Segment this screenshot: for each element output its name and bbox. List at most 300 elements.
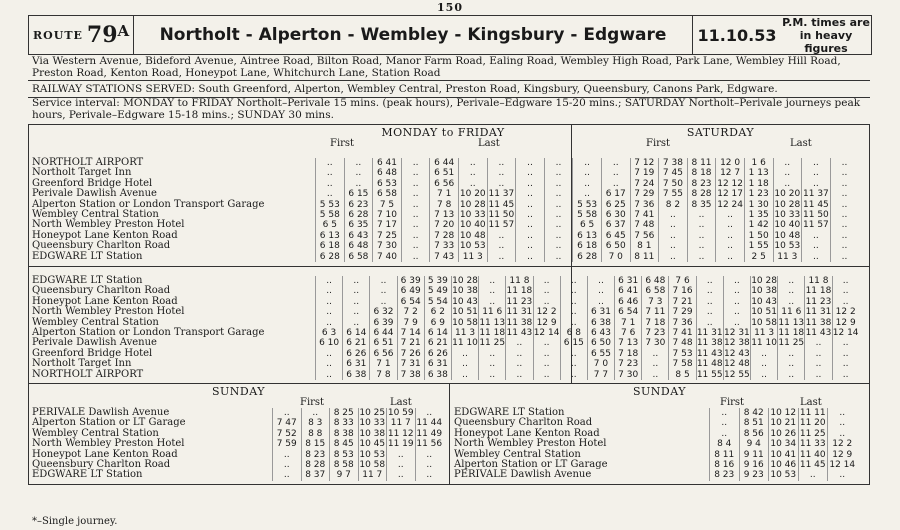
departure-time: 7 9 <box>397 318 424 328</box>
departure-time: 11 3 <box>458 252 487 262</box>
departure-time: 5 58 <box>573 210 602 220</box>
departure-time: .. <box>802 231 831 241</box>
footnote: *–Single journey. <box>32 516 118 527</box>
departure-time: 10 38 <box>452 286 478 297</box>
departure-time: .. <box>479 370 506 380</box>
departure-time: .. <box>560 349 587 359</box>
departure-time: 11 13 <box>778 317 805 328</box>
timetable-inbound <box>28 276 859 380</box>
stop-name: EDGWARE LT Station <box>454 407 565 418</box>
departure-time: .. <box>387 460 416 470</box>
departure-time: 10 58 <box>359 460 386 471</box>
departure-time: .. <box>516 158 545 168</box>
departure-time: .. <box>516 231 545 241</box>
departure-time: .. <box>544 210 573 220</box>
departure-time: .. <box>544 220 573 230</box>
stop-name: Northolt Target Inn <box>32 167 132 179</box>
departure-time: .. <box>401 158 430 168</box>
departure-time: 6 44 <box>430 158 459 168</box>
departure-time: .. <box>587 276 614 286</box>
departure-time: 11 7 <box>387 418 416 428</box>
departure-time: .. <box>773 179 802 189</box>
departure-time: .. <box>805 359 832 369</box>
departure-time: 11 56 <box>416 439 443 450</box>
departure-time: 9 7 <box>330 470 359 480</box>
departure-time: .. <box>401 179 430 189</box>
departure-time: 7 36 <box>669 318 696 328</box>
stop-name: Wembley Central Station <box>454 448 581 460</box>
departure-time: 11 25 <box>799 428 826 439</box>
departure-time: 7 23 <box>615 359 642 369</box>
departure-time: 11 25 <box>479 338 506 349</box>
departure-time: 11 37 <box>488 189 515 200</box>
departure-time: 10 28 <box>459 199 486 210</box>
departure-time: .. <box>832 359 859 369</box>
departure-time: 11 57 <box>488 220 515 231</box>
departure-time: 8 38 <box>330 429 359 439</box>
departure-time: 10 46 <box>770 460 797 471</box>
departure-time: 7 25 <box>373 231 402 241</box>
departure-time: 9 16 <box>739 460 769 470</box>
mf-last-label: Last <box>478 138 500 149</box>
departure-time: .. <box>387 470 416 480</box>
departure-time: 10 59 <box>387 408 414 418</box>
departure-time: 12 2 <box>832 307 859 317</box>
departure-time: 7 52 <box>273 429 302 439</box>
departure-time: 1 55 <box>744 241 773 251</box>
departure-time: 6 23 <box>344 200 373 210</box>
departure-time: .. <box>544 252 573 262</box>
departure-time: 6 56 <box>430 179 459 189</box>
stop-name: Perivale Dawlish Avenue <box>32 188 157 200</box>
departure-time: 10 26 <box>770 428 797 439</box>
departure-time: 1 13 <box>744 168 773 178</box>
departure-time: .. <box>830 158 858 168</box>
departure-time: 6 9 <box>424 318 451 328</box>
departure-time: 11 38 <box>506 317 533 328</box>
departure-time: .. <box>687 231 716 241</box>
departure-time: .. <box>273 460 302 470</box>
timetable-row <box>28 168 858 178</box>
stop-name: Wembley Central Station <box>32 427 159 439</box>
departure-time: 7 45 <box>659 168 688 178</box>
departure-time: 11 6 <box>479 307 506 317</box>
departure-time: 11 11 <box>799 408 826 418</box>
stop-name: Greenford Bridge Hotel <box>32 347 153 359</box>
departure-time: .. <box>778 359 805 369</box>
departure-time: 11 10 <box>452 338 478 349</box>
departure-time: 12 43 <box>724 348 750 359</box>
departure-time: 8 5 <box>669 370 696 380</box>
departure-time: 7 13 <box>430 210 459 220</box>
departure-time: 7 53 <box>669 349 696 359</box>
departure-time: 6 39 <box>397 276 424 286</box>
departure-time: 7 6 <box>669 276 696 286</box>
departure-time: .. <box>687 241 716 251</box>
departure-time: .. <box>751 349 778 359</box>
departure-time: .. <box>487 168 516 178</box>
departure-time: .. <box>716 241 745 251</box>
departure-time: 7 36 <box>630 200 659 210</box>
departure-time: 7 40 <box>373 252 402 262</box>
departure-time: .. <box>344 168 373 178</box>
sat-last-label: Last <box>790 138 812 149</box>
departure-time: 6 55 <box>587 349 614 359</box>
departure-time: 11 18 <box>479 328 506 339</box>
departure-time: 6 25 <box>601 200 630 210</box>
departure-time: 10 43 <box>452 296 478 307</box>
departure-time: 12 14 <box>829 460 856 471</box>
departure-time: .. <box>533 370 560 380</box>
departure-time: .. <box>778 349 805 359</box>
departure-time: .. <box>401 200 430 210</box>
departure-time: 7 50 <box>659 179 688 189</box>
departure-time: 7 17 <box>373 220 402 230</box>
departure-time: .. <box>659 210 688 220</box>
departure-time: .. <box>716 231 745 241</box>
departure-time: 8 23 <box>301 450 330 460</box>
departure-time: .. <box>573 158 602 168</box>
departure-time: .. <box>642 349 669 359</box>
departure-time: 8 37 <box>301 470 330 480</box>
stop-name: Alperton Station or London Transport Garage <box>32 198 265 210</box>
departure-time: 6 5 <box>573 220 602 230</box>
departure-time: 8 11 <box>710 450 740 460</box>
departure-time: .. <box>659 220 688 230</box>
departure-time: .. <box>316 318 343 328</box>
departure-time: 7 48 <box>630 220 659 230</box>
departure-time: .. <box>832 338 859 348</box>
departure-time: 6 44 <box>370 328 397 338</box>
departure-time: 12 9 <box>533 318 560 328</box>
departure-time: 6 48 <box>344 241 373 251</box>
via-text: Via Western Avenue, Bideford Avenue, Aintree Road, Bilton Road, Manor Farm Road, Ealing Road, Wembley High Road, Park Lane, Wembley Hill Road, Preston Road, Kenton Road, Honeypot Lane, Whitchurch Lane, Station Road <box>32 55 841 79</box>
departure-time: 8 2 <box>659 200 688 210</box>
departure-time: .. <box>533 297 560 307</box>
departure-time: 7 33 <box>430 241 459 251</box>
departure-time: .. <box>716 210 745 220</box>
departure-time: .. <box>710 418 740 428</box>
departure-time: 10 33 <box>459 210 486 221</box>
departure-time: .. <box>516 252 545 262</box>
departure-time: .. <box>830 200 858 210</box>
departure-time: 5 54 <box>424 297 451 307</box>
sun-right-heading: SUNDAY <box>632 385 686 398</box>
departure-time: .. <box>316 179 345 189</box>
departure-time: .. <box>273 470 302 480</box>
departure-time: .. <box>479 359 506 369</box>
departure-time: .. <box>316 286 343 296</box>
departure-time: .. <box>830 252 858 262</box>
departure-time: 11 44 <box>416 418 443 429</box>
departure-time: .. <box>802 158 831 168</box>
departure-time: 6 43 <box>587 328 614 338</box>
timetable-row <box>28 370 859 380</box>
sat-first-label: First <box>646 138 671 149</box>
departure-time: .. <box>544 189 573 199</box>
departure-time: .. <box>344 179 373 189</box>
stop-name: NORTHOLT AIRPORT <box>32 368 144 380</box>
departure-time: .. <box>533 286 560 296</box>
departure-time: .. <box>533 359 560 369</box>
departure-time: 7 12 <box>630 158 659 168</box>
route-header <box>28 15 872 55</box>
departure-time: .. <box>401 231 430 241</box>
departure-time: .. <box>415 450 443 460</box>
departure-time: 11 55 <box>696 369 723 380</box>
departure-time: 7 29 <box>630 189 659 199</box>
departure-time: 7 41 <box>630 210 659 220</box>
departure-time: 11 18 <box>506 286 533 297</box>
departure-time: 6 38 <box>343 370 370 380</box>
departure-time: 1 42 <box>744 220 773 230</box>
departure-time: 1 6 <box>744 158 773 168</box>
timetable-row <box>28 338 859 348</box>
departure-time: 7 20 <box>430 220 459 230</box>
departure-time: .. <box>458 179 487 189</box>
departure-time: 6 21 <box>424 338 451 348</box>
departure-time: .. <box>830 231 858 241</box>
departure-time: .. <box>370 276 397 286</box>
departure-time: 10 33 <box>774 210 801 221</box>
departure-time: 8 1 <box>630 241 659 251</box>
departure-time: .. <box>301 408 330 418</box>
departure-time: 6 58 <box>344 252 373 262</box>
departure-time: 10 12 <box>770 408 797 418</box>
departure-time: 6 13 <box>316 231 345 241</box>
stop-name: North Wembley Preston Hotel <box>32 219 185 231</box>
departure-time: .. <box>343 297 370 307</box>
departure-time: 10 38 <box>359 428 386 439</box>
departure-time: 6 48 <box>373 168 402 178</box>
departure-time: 7 1 <box>370 359 397 369</box>
departure-time: 11 19 <box>387 439 414 450</box>
departure-time: .. <box>830 210 858 220</box>
departure-time: 6 28 <box>316 252 345 262</box>
departure-time: .. <box>506 349 533 359</box>
departure-time: .. <box>601 179 630 189</box>
departure-time: 7 55 <box>659 189 688 199</box>
departure-time: 6 8 <box>560 328 587 338</box>
departure-time: .. <box>516 210 545 220</box>
departure-time: .. <box>573 168 602 178</box>
departure-time: 7 18 <box>642 318 669 328</box>
timetable-row <box>28 359 859 369</box>
stop-name: North Wembley Preston Hotel <box>454 438 607 450</box>
departure-time: 11 18 <box>805 286 832 297</box>
departure-time: 1 23 <box>744 189 773 199</box>
departure-time: 12 9 <box>828 450 857 460</box>
departure-time: 6 46 <box>615 297 642 307</box>
departure-time: 7 1 <box>615 318 642 328</box>
sun-left-first-label: First <box>300 397 325 408</box>
departure-time: 7 8 <box>370 370 397 380</box>
departure-time: .. <box>273 450 302 460</box>
timetable-row <box>28 349 859 359</box>
sun-right-first-label: First <box>720 397 745 408</box>
departure-time: 6 35 <box>344 220 373 230</box>
departure-time: .. <box>370 286 397 296</box>
sun-left-heading: SUNDAY <box>211 385 265 398</box>
departure-time: 11 38 <box>805 317 832 328</box>
departure-time: 7 28 <box>430 231 459 241</box>
departure-time: .. <box>533 349 560 359</box>
departure-time: 11 31 <box>506 307 533 318</box>
departure-time: 6 31 <box>424 359 451 369</box>
timetable-row <box>28 158 858 168</box>
mf-heading: MONDAY to FRIDAY <box>381 126 505 139</box>
departure-time: .. <box>316 349 343 359</box>
departure-time: 5 53 <box>316 200 345 210</box>
departure-time: 8 23 <box>710 470 740 480</box>
departure-time: 7 38 <box>397 370 424 380</box>
departure-time: .. <box>601 158 630 168</box>
departure-time: 6 51 <box>430 168 459 178</box>
departure-time: .. <box>487 241 516 251</box>
departure-time: 11 3 <box>751 328 778 338</box>
departure-time: 7 43 <box>430 252 459 262</box>
stop-name: Honeypot Lane Kenton Road <box>32 295 178 307</box>
departure-time: 8 53 <box>330 450 359 460</box>
departure-time: 10 34 <box>770 439 797 450</box>
departure-time: 7 23 <box>642 328 669 338</box>
departure-time: 6 54 <box>615 307 642 317</box>
departure-time: .. <box>798 470 828 480</box>
stop-name: Alperton Station or London Transport Garage <box>32 327 265 339</box>
departure-time: 10 20 <box>459 189 486 200</box>
departure-time: 12 7 <box>716 168 745 178</box>
departure-time: .. <box>415 408 443 418</box>
departure-time: 7 19 <box>630 168 659 178</box>
departure-time: 6 10 <box>316 338 343 348</box>
departure-time: 10 53 <box>459 241 486 252</box>
route-title: Northolt - Alperton - Wembley - Kingsbury - Edgware <box>134 16 693 54</box>
departure-time: 7 38 <box>659 158 688 168</box>
stop-name: Queensbury Charlton Road <box>32 285 171 297</box>
departure-time: 7 59 <box>273 439 302 449</box>
departure-time: .. <box>544 168 573 178</box>
departure-time: .. <box>802 241 831 251</box>
stop-name: Northolt Target Inn <box>32 358 132 370</box>
departure-time: .. <box>516 241 545 251</box>
departure-time: 7 3 <box>642 297 669 307</box>
divider <box>869 124 870 484</box>
departure-time: .. <box>273 408 302 418</box>
departure-time: 12 24 <box>717 199 743 210</box>
departure-time: 10 40 <box>774 220 801 231</box>
departure-time: .. <box>832 297 859 307</box>
departure-time: 6 41 <box>615 286 642 296</box>
departure-time: .. <box>401 241 430 251</box>
stop-name: Queensbury Charlton Road <box>32 459 171 471</box>
departure-time: 6 15 <box>560 338 587 348</box>
departure-time: 12 38 <box>724 338 750 349</box>
departure-time: .. <box>832 276 859 286</box>
departure-time: .. <box>343 318 370 328</box>
departure-time: 6 21 <box>343 338 370 348</box>
departure-time: 11 43 <box>696 348 723 359</box>
departure-time: 6 2 <box>424 307 451 317</box>
departure-time: 8 33 <box>330 418 359 428</box>
departure-time: .. <box>830 189 858 199</box>
departure-time: .. <box>544 158 573 168</box>
departure-time: .. <box>716 220 745 230</box>
departure-time: .. <box>659 252 688 262</box>
departure-time: 5 39 <box>424 276 451 286</box>
departure-time: 6 32 <box>370 307 397 317</box>
departure-time: 7 8 <box>430 200 459 210</box>
departure-time: .. <box>573 179 602 189</box>
departure-time: .. <box>828 470 857 480</box>
departure-time: .. <box>642 370 669 380</box>
departure-time: .. <box>560 297 587 307</box>
departure-time: 1 35 <box>744 210 773 220</box>
departure-time: 11 3 <box>773 252 802 262</box>
departure-time: 6 48 <box>642 276 669 286</box>
departure-time: 5 49 <box>424 286 451 296</box>
departure-time: .. <box>687 210 716 220</box>
departure-time: 12 9 <box>832 318 859 328</box>
departure-time: 8 51 <box>739 418 769 428</box>
departure-time: 8 35 <box>687 200 716 210</box>
departure-time: 7 1 <box>430 189 459 199</box>
departure-time: 9 23 <box>739 470 769 480</box>
departure-time: 7 18 <box>615 349 642 359</box>
departure-time: 11 25 <box>778 338 805 349</box>
departure-time: 10 28 <box>774 199 801 210</box>
departure-time: .. <box>659 241 688 251</box>
departure-time: 12 31 <box>724 328 750 339</box>
departure-time: 8 28 <box>301 460 330 470</box>
departure-time: 12 12 <box>717 178 743 189</box>
departure-time: .. <box>544 200 573 210</box>
departure-time: 2 5 <box>744 252 773 262</box>
route-word: ROUTE <box>33 28 83 42</box>
departure-time: 7 31 <box>397 359 424 369</box>
departure-time: 7 0 <box>601 252 630 262</box>
departure-time: 10 48 <box>459 230 486 241</box>
departure-time: .. <box>506 338 533 348</box>
departure-time: 6 58 <box>373 189 402 199</box>
departure-time: 11 31 <box>805 307 832 318</box>
departure-time: .. <box>832 370 859 380</box>
departure-time: .. <box>487 158 516 168</box>
departure-time: .. <box>316 158 345 168</box>
stop-name: PERIVALE Dawlish Avenue <box>454 469 592 481</box>
departure-time: 8 45 <box>330 439 359 449</box>
departure-time: .. <box>533 338 560 348</box>
departure-time: 10 33 <box>359 418 386 429</box>
departure-time: 6 17 <box>601 189 630 199</box>
departure-time: 6 38 <box>587 318 614 328</box>
departure-time: 10 58 <box>751 317 777 328</box>
departure-time: .. <box>832 349 859 359</box>
departure-time: 8 28 <box>687 189 716 199</box>
departure-time: .. <box>723 276 750 286</box>
departure-time: 7 41 <box>669 328 696 338</box>
departure-time: .. <box>687 252 716 262</box>
departure-time: 8 11 <box>687 158 716 168</box>
departure-time: 6 28 <box>344 210 373 220</box>
departure-time: 7 30 <box>615 370 642 380</box>
departure-time: .. <box>587 297 614 307</box>
departure-time: .. <box>560 286 587 296</box>
departure-time: 11 10 <box>751 338 777 349</box>
departure-time: 7 2 <box>397 307 424 317</box>
departure-time: .. <box>805 338 832 348</box>
departure-time: 7 58 <box>669 359 696 369</box>
departure-time: 9 11 <box>739 450 769 460</box>
